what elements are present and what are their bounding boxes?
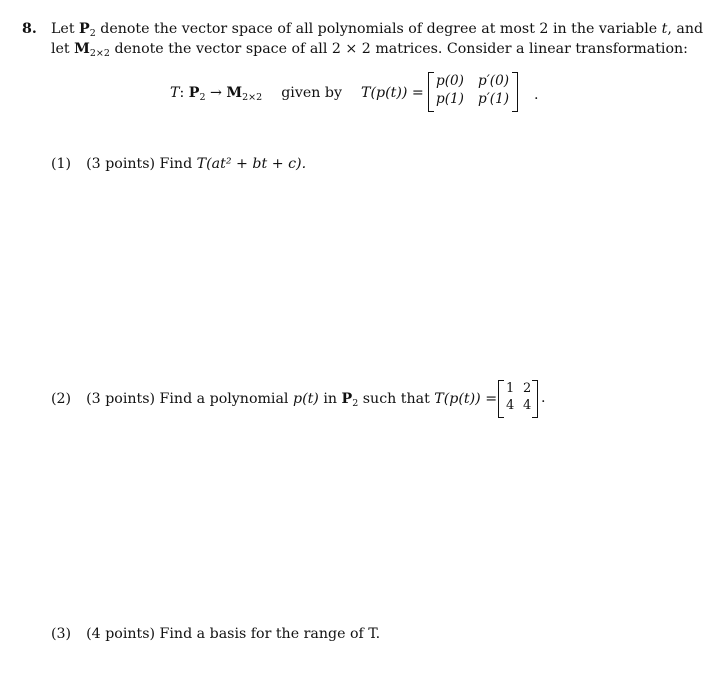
part-2-period: . xyxy=(541,390,546,406)
given-by-text: given by xyxy=(281,85,342,101)
polynomial-p: p(t) xyxy=(292,391,319,407)
part-1 xyxy=(51,155,306,174)
part-text: such that xyxy=(358,391,435,407)
part-expression: T(at² + bt + c). xyxy=(196,156,307,172)
matrix-entry: 2 xyxy=(523,381,532,396)
symbol-P: P xyxy=(188,85,200,101)
part-points: (3 points) xyxy=(86,391,156,407)
transformation-definition xyxy=(170,84,424,103)
symbol-M: M xyxy=(74,41,90,57)
subscript: 2 xyxy=(352,398,359,409)
matrix-entry: p′(1) xyxy=(478,91,510,107)
symbol-P: P xyxy=(341,391,353,407)
intro-text: Let xyxy=(51,21,80,37)
part-lhs: T(p(t)) = xyxy=(434,391,498,407)
subscript: 2 xyxy=(199,92,206,103)
matrix-entry: p(1) xyxy=(436,91,464,107)
problem-intro-line-1 xyxy=(51,20,703,39)
part-label: (3) xyxy=(51,626,72,642)
variable-t: t xyxy=(661,21,668,37)
problem-number: 8. xyxy=(22,21,37,37)
part-label: (2) xyxy=(51,391,72,407)
part-2 xyxy=(51,390,497,409)
right-bracket xyxy=(512,72,518,112)
definition-lhs: T(p(t)) = xyxy=(361,85,424,101)
part-label: (1) xyxy=(51,156,72,172)
target-matrix xyxy=(498,380,542,420)
arrow-symbol: → xyxy=(210,85,222,101)
part-text: Find a basis for the range of T. xyxy=(159,626,381,642)
left-bracket xyxy=(498,380,504,418)
matrix-entry: p(0) xyxy=(436,73,464,89)
matrix-entry: 1 xyxy=(506,381,515,396)
intro-text: , and xyxy=(667,21,703,37)
definition-period: . xyxy=(534,87,539,103)
symbol-T: T xyxy=(170,85,180,101)
subscript: 2 xyxy=(89,28,96,39)
intro-text: denote the vector space of all 2 × 2 matrices. Consider a linear transformation: xyxy=(109,41,688,57)
part-text: in xyxy=(318,391,342,407)
part-points: (3 points) xyxy=(86,156,156,172)
matrix-entry: 4 xyxy=(506,398,515,413)
part-points: (4 points) xyxy=(86,626,156,642)
intro-text: denote the vector space of all polynomials of degree at most 2 in the variable xyxy=(95,21,662,37)
problem-intro-line-2 xyxy=(51,40,688,59)
symbol-P: P xyxy=(79,21,90,37)
part-text: Find xyxy=(159,156,197,172)
part-3 xyxy=(51,625,380,644)
left-bracket xyxy=(428,72,434,112)
subscript: 2×2 xyxy=(242,92,263,103)
intro-text: let xyxy=(51,41,75,57)
matrix-entry: p′(0) xyxy=(478,73,510,89)
right-bracket xyxy=(532,380,538,418)
symbol-M: M xyxy=(226,85,243,101)
matrix-entry: 4 xyxy=(523,398,532,413)
part-text: Find a polynomial xyxy=(159,391,293,407)
colon: : xyxy=(179,85,185,101)
definition-matrix xyxy=(428,72,524,112)
subscript: 2×2 xyxy=(89,48,110,59)
